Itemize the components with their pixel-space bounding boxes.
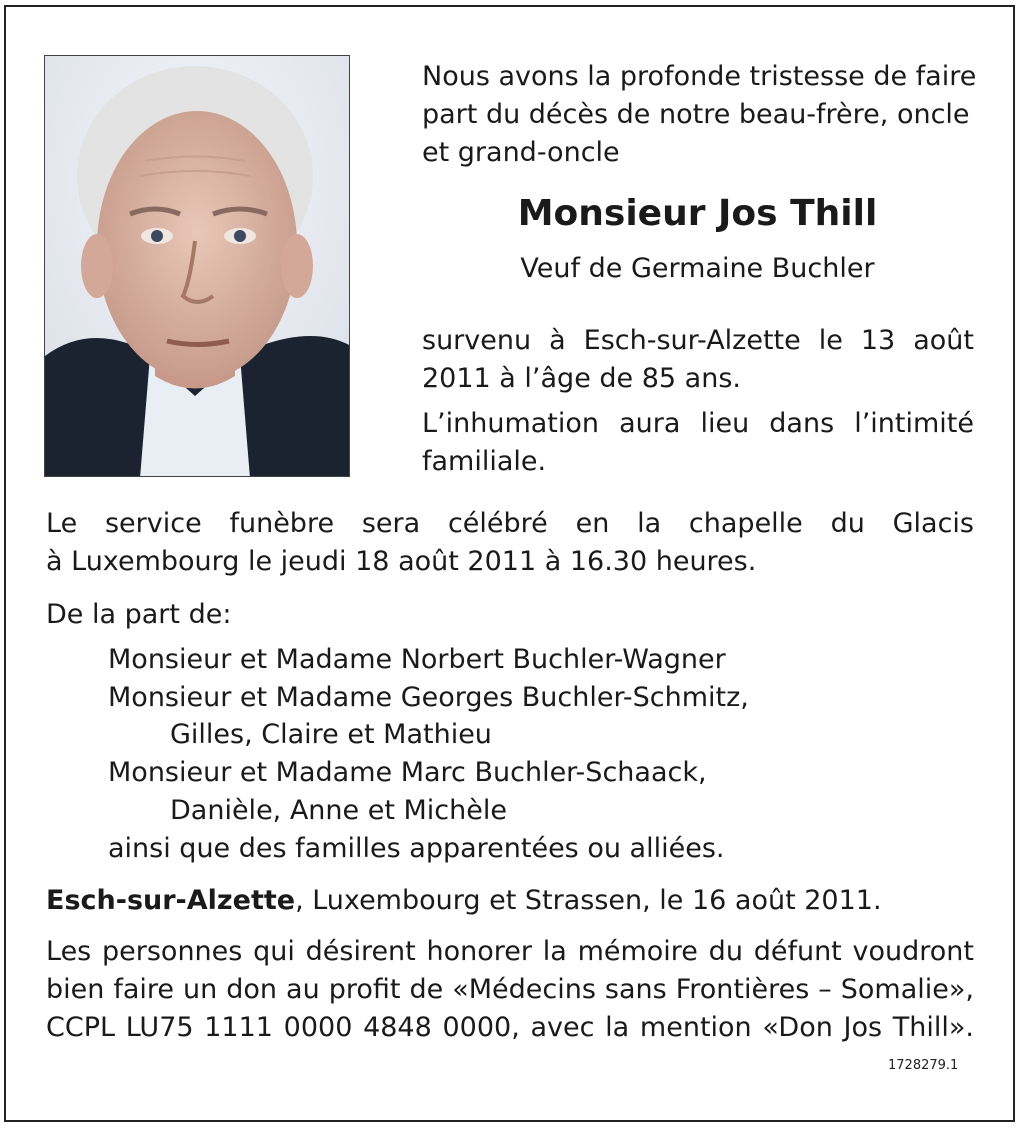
portrait-photo (44, 55, 350, 477)
donation-line-2: bien faire un don au profit de «Médecins sans Frontières – Somalie», (46, 974, 974, 1005)
place-date-line (46, 882, 882, 919)
family-line: Gilles, Claire et Mathieu (170, 719, 492, 750)
service-line-1: Le service funèbre sera célébré en la chapelle du Glacis (46, 508, 974, 539)
family-line: Monsieur et Madame Norbert Buchler-Wagner (108, 644, 726, 675)
family-line: Monsieur et Madame Marc Buchler-Schaack, (108, 757, 707, 788)
burial-line-1: L’inhumation aura lieu dans l’intimité (422, 408, 974, 439)
widow-line: Veuf de Germaine Buchler (520, 253, 875, 284)
place-bold: Esch-sur-Alzette (46, 885, 296, 916)
deceased-name: Monsieur Jos Thill (517, 193, 878, 234)
family-line: Danièle, Anne et Michèle (170, 795, 507, 826)
donation-line-3: CCPL LU75 1111 0000 4848 0000, avec la mention «Don Jos Thill». (46, 1012, 974, 1043)
burial-line-2: familiale. (422, 446, 547, 477)
reference-number: 1728279.1 (888, 1058, 959, 1073)
death-line-1: survenu à Esch-sur-Alzette le 13 août (422, 325, 974, 356)
intro-line-3: et grand-oncle (422, 137, 620, 168)
intro-line-2: part du décès de notre beau-frère, oncle (422, 99, 970, 130)
intro-line-1: Nous avons la profonde tristesse de faire (422, 61, 977, 92)
place-rest: , Luxembourg et Strassen, le 16 août 2011. (295, 885, 882, 916)
service-line-2: à Luxembourg le jeudi 18 août 2011 à 16.30 heures. (46, 546, 757, 577)
family-line: Monsieur et Madame Georges Buchler-Schmitz, (108, 682, 749, 713)
donation-line-1: Les personnes qui désirent honorer la mémoire du défunt voudront (46, 936, 974, 967)
death-line-2: 2011 à l’âge de 85 ans. (422, 363, 741, 394)
family-line: ainsi que des familles apparentées ou alliées. (108, 833, 725, 864)
from-label: De la part de: (46, 599, 232, 630)
